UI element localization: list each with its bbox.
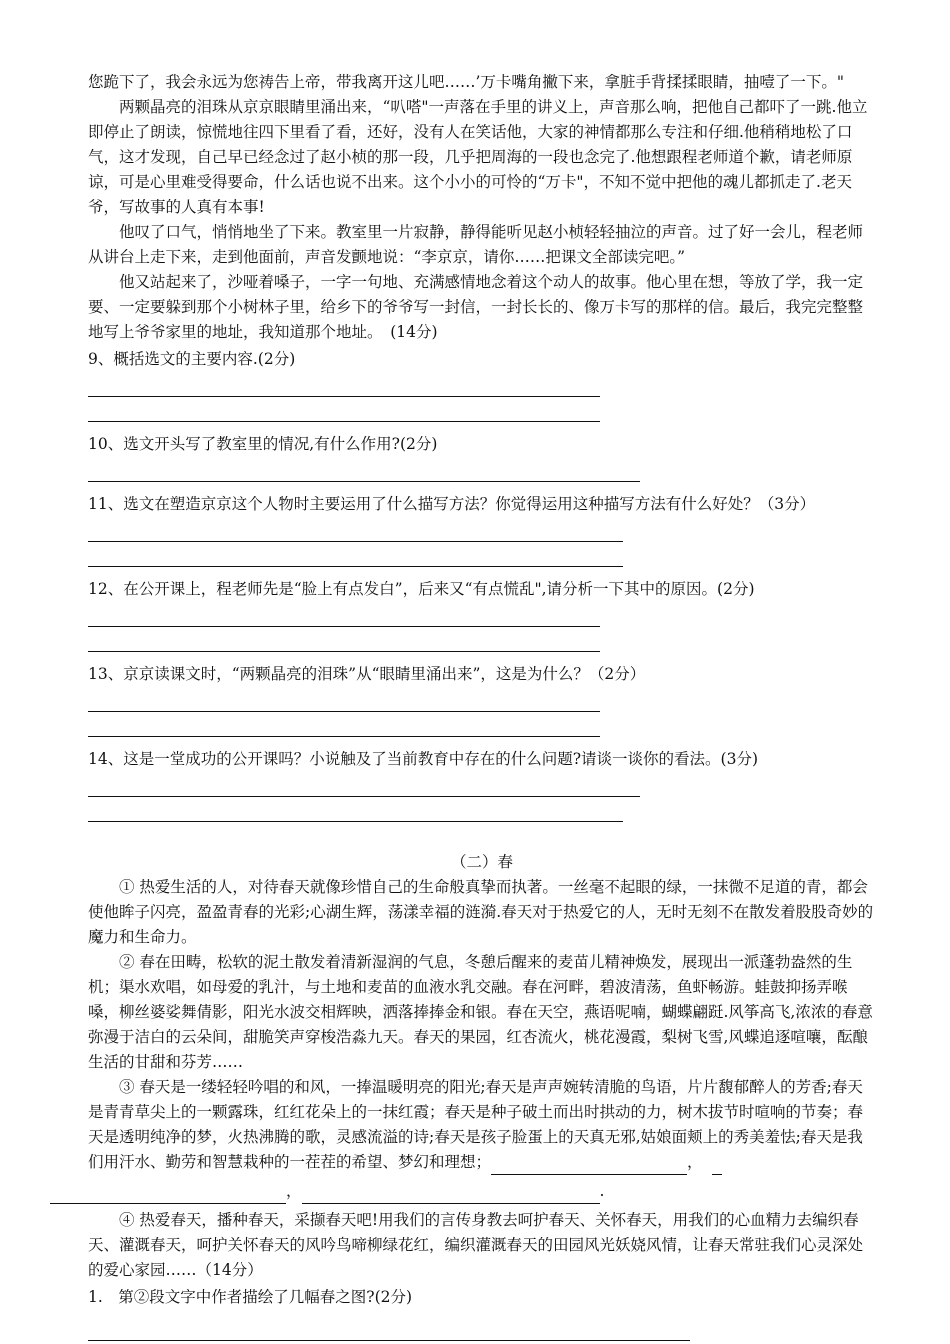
- punctuation: ，: [286, 1182, 302, 1200]
- question-12: 12、在公开课上，程老师先是“脸上有点发白”，后来又“有点慌乱",请分析一下其中的原因。(2分): [88, 580, 755, 598]
- question-10: 10、选文开头写了教室里的情况,有什么作用?(2分): [88, 435, 438, 453]
- fill-blank-line: [50, 1179, 876, 1204]
- answer-line[interactable]: [88, 542, 623, 567]
- answer-line[interactable]: [88, 602, 600, 627]
- fill-blank[interactable]: [491, 1156, 687, 1175]
- section-title: （二）春: [450, 853, 513, 871]
- passage-paragraph: 他又站起来了，沙哑着嗓子，一字一句地、充满感情地念着这个动人的故事。他心里在想，等放了学，我一定要、一定要躲到那个小树林子里，给乡下的爷爷写一封信，一封长长的、像万卡写的那样的信。最后，我完完整整地写上爷爷家里的地址，我知道那个地址。 (14分): [88, 273, 864, 341]
- answer-line[interactable]: [88, 712, 600, 737]
- question-13: 13、京京读课文时，“两颗晶亮的泪珠”从“眼睛里涌出来”，这是为什么？（2分）: [88, 665, 646, 683]
- question-9: 9、概括选文的主要内容.(2分): [88, 350, 296, 368]
- question-1: 1. 第②段文字中作者描绘了几幅春之图?(2分): [88, 1288, 413, 1306]
- punctuation: ，: [687, 1153, 703, 1171]
- answer-line[interactable]: [88, 627, 600, 652]
- passage-paragraph: [88, 1075, 876, 1175]
- answer-line[interactable]: [88, 457, 640, 482]
- passage-continuation-line: 您跪下了，我会永远为您祷告上帝，带我离开这儿吧……’万卡嘴角撇下来，拿脏手背揉揉眼睛，抽噎了一下。": [88, 73, 845, 91]
- answer-line[interactable]: [88, 772, 640, 797]
- passage-paragraph: ② 春在田畴，松软的泥土散发着清新湿润的气息，冬憩后醒来的麦苗儿精神焕发，展现出一派蓬勃盎然的生机；渠水欢唱，如母爱的乳汁，与土地和麦苗的血液水乳交融。春在河畔，碧波清荡，鱼虾畅游。蛙鼓抑扬弄喉嗓，柳丝婆娑舞倩影，阳光水波交相辉映，洒落捧捧金和银。春在天空，燕语呢喃，蝴蝶翩跹.风筝高飞,浓浓的春意弥漫于洁白的云朵间，甜脆笑声穿梭浩淼九天。春天的果园，红杏流火，桃花漫霞，梨树飞雪,风蝶追逐喧嚷，酝酿生活的甘甜和芬芳……: [88, 953, 873, 1071]
- answer-line[interactable]: [88, 1310, 690, 1341]
- passage-paragraph: 他叹了口气，悄悄地坐了下来。教室里一片寂静，静得能听见赵小桢轻轻抽泣的声音。过了好一会儿，程老师从讲台上走下来，走到他面前，声音发颤地说：“李京京，请你……把课文全部读完吧。”: [88, 223, 864, 266]
- fill-blank[interactable]: [302, 1185, 600, 1204]
- punctuation: .: [599, 1182, 605, 1200]
- passage-paragraph: 两颗晶亮的泪珠从京京眼睛里涌出来，“叭嗒"一声落在手里的讲义上，声音那么响，把他自己都吓了一跳.他立即停止了朗读，惊慌地往四下里看了看，还好，没有人在笑话他，大家的神情都那么专注和仔细.他稍稍地松了口气，这才发现，自己早已经念过了赵小桢的那一段，几乎把周海的一段也念完了.他想跟程老师道个歉，请老师原谅，可是心里难受得要命，什么话也说不出来。这个小小的可怜的“万卡"，不知不觉中把他的魂儿都抓走了.老天爷，写故事的人真有本事!: [88, 98, 868, 216]
- fill-blank[interactable]: [712, 1156, 722, 1175]
- exam-page: [88, 70, 876, 1341]
- fill-blank[interactable]: [50, 1185, 286, 1204]
- answer-line[interactable]: [88, 687, 600, 712]
- answer-line[interactable]: [88, 517, 623, 542]
- answer-line[interactable]: [88, 372, 600, 397]
- question-11: 11、选文在塑造京京这个人物时主要运用了什么描写方法？你觉得运用这种描写方法有什么好处？（3分）: [88, 495, 816, 513]
- passage-paragraph: ① 热爱生活的人，对待春天就像珍惜自己的生命般真挚而执著。一丝毫不起眼的绿，一抹微不足道的青，都会使他眸子闪亮，盈盈青春的光彩;心湖生辉，荡漾幸福的涟漪.春天对于热爱它的人，无时无刻不在散发着股股奇妙的魔力和生命力。: [88, 878, 874, 946]
- answer-line[interactable]: [88, 797, 623, 822]
- question-14: 14、这是一堂成功的公开课吗？小说触及了当前教育中存在的什么问题?请谈一谈你的看法。(3分): [88, 750, 758, 768]
- passage-paragraph: ④ 热爱春天，播种春天，采撷春天吧!用我们的言传身教去呵护春天、关怀春天，用我们的心血精力去编织春天、灌溉春天，呵护关怀春天的风吟鸟啼柳绿花红，编织灌溉春天的田园风光妖娆风情，让春天常驻我们心灵深处的爱心家园……（14分）: [88, 1211, 864, 1279]
- paragraph-text: ③ 春天是一缕轻轻吟唱的和风，一捧温暖明亮的阳光;春天是声声婉转清脆的鸟语，片片馥郁醉人的芳香;春天是青青草尖上的一颗露珠，红红花朵上的一抹红霞；春天是种子破土而出时拱动的力，树木拔节时喧响的节奏；春天是透明纯净的梦，火热沸腾的歌，灵感流溢的诗;春天是孩子脸蛋上的天真无邪,姑娘面颊上的秀美羞怯;春天是我们用汗水、勤劳和智慧栽种的一茬茬的希望、梦幻和理想；: [88, 1078, 864, 1171]
- answer-line[interactable]: [88, 397, 600, 422]
